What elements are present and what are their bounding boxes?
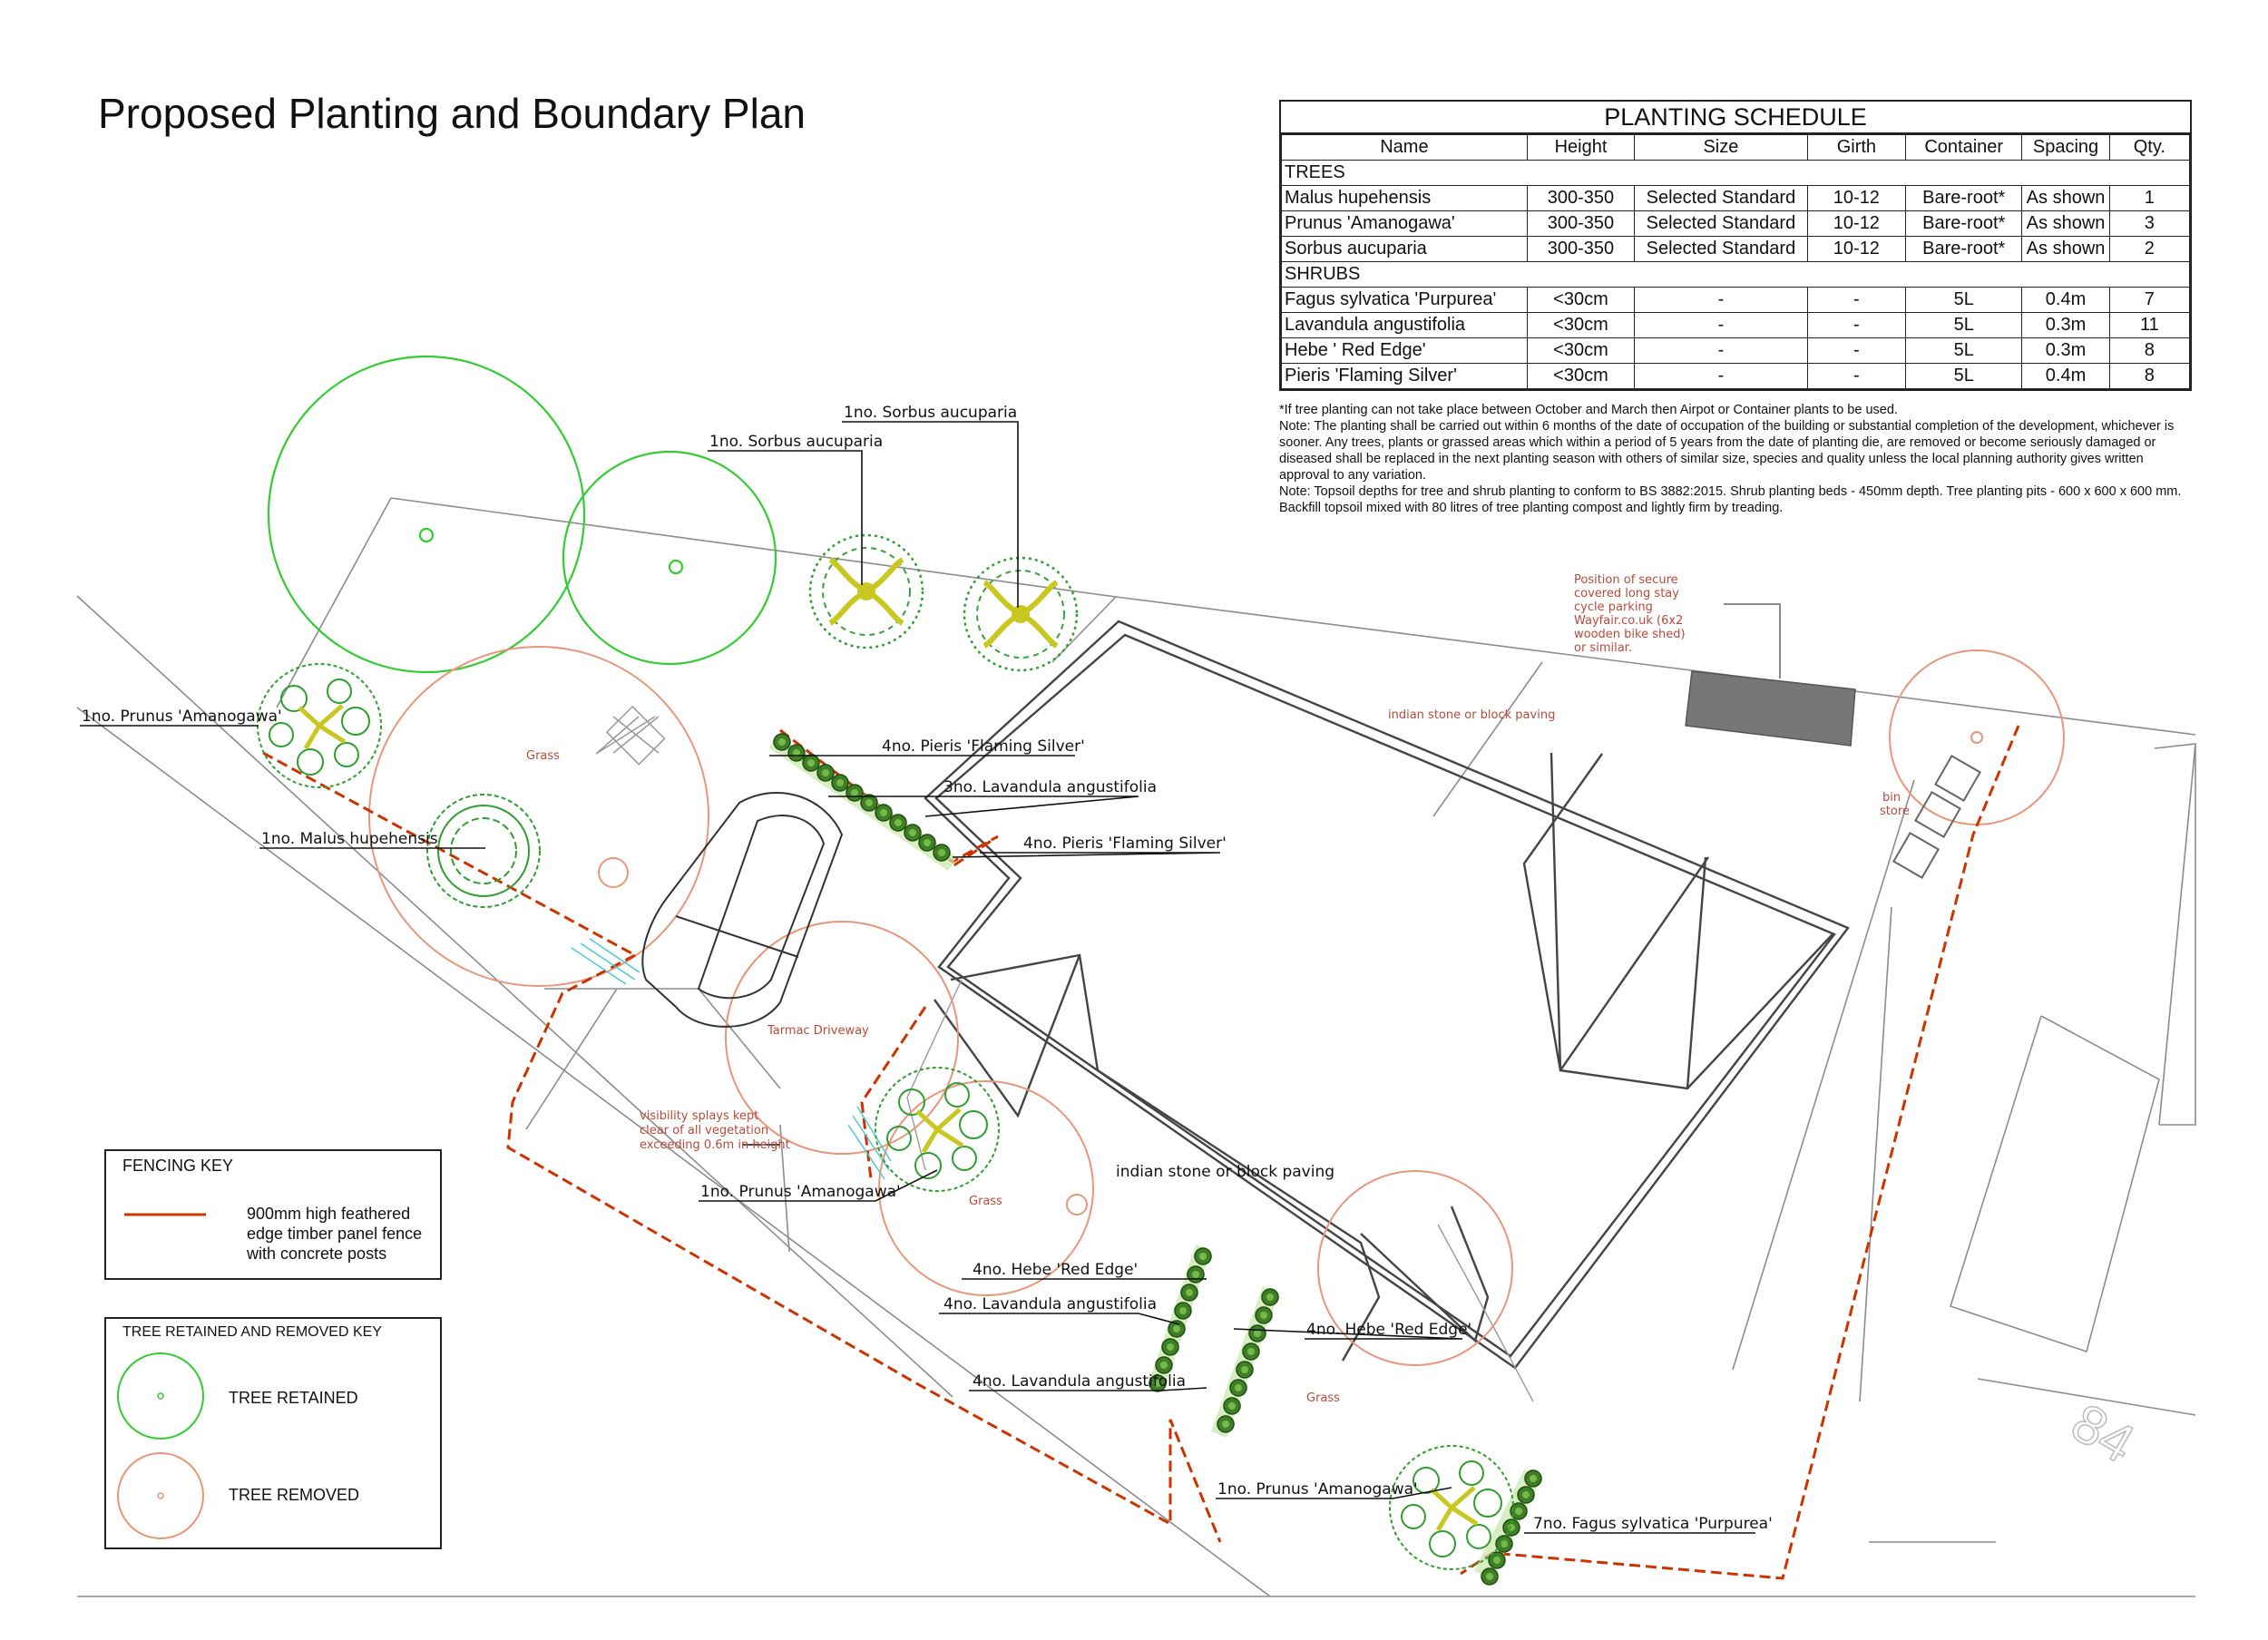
label-lavandula-4b: 4no. Lavandula angustifolia (973, 1372, 1187, 1391)
label-hebe-1: 4no. Hebe 'Red Edge' (973, 1261, 1139, 1279)
label-cycle-4: Wayfair.co.uk (6x2 (1574, 614, 1684, 628)
label-bin-store-1: bin (1882, 791, 1901, 805)
fencing-key-line: 900mm high feathered (247, 1205, 411, 1223)
note-3: Note: Topsoil depths for tree and shrub planting to conform to BS 3882:2015. Shrub planting beds - 450mm depth. Tree planting pits - 600 x 600 x 600 mm. Backfill topsoil mixed with 80 litres of tree planting compost and lightly firm by treading. (1279, 484, 2182, 515)
col-header: Name (1282, 135, 1528, 161)
table-row (1282, 288, 2190, 313)
table-cell: 0.4m (2022, 364, 2109, 389)
table-cell: - (1635, 338, 1808, 364)
retained-tree-canopy-large (269, 356, 584, 672)
table-cell: - (1807, 313, 1905, 338)
note-2: Note: The planting shall be carried out within 6 months of the date of occupation of the building or substantial completion of the development, whichever is sooner. Any trees, plants or grassed areas which within a period of 5 years from the date of planting die, are removed or become seriously damaged or diseased shall be replaced in the next planting season with others of similar size, species and quality unless the local planning authority gives written approval to any variation. (1279, 419, 2175, 483)
label-tarmac: Tarmac Driveway (767, 1024, 869, 1038)
label-indian-stone-2: indian stone or block paving (1388, 708, 1556, 722)
table-cell: 0.3m (2022, 338, 2109, 364)
fencing-key-text (247, 1204, 422, 1264)
table-cell: <30cm (1527, 338, 1634, 364)
retained-tree-trunk (420, 529, 433, 542)
label-cycle-3: cycle parking (1574, 600, 1653, 614)
schedule-section-label: SHRUBS (1282, 262, 2190, 288)
table-cell: Sorbus aucuparia (1282, 237, 1528, 262)
label-cycle-5: wooden bike shed) (1574, 628, 1686, 641)
label-hebe-2: 4no. Hebe 'Red Edge' (1306, 1321, 1472, 1339)
table-cell: Hebe ' Red Edge' (1282, 338, 1528, 364)
car-outline (642, 793, 842, 1027)
label-bin-store-2: store (1880, 805, 1910, 818)
label-pieris-1: 4no. Pieris 'Flaming Silver' (882, 737, 1085, 756)
label-visibility-2: clear of all vegetation (640, 1124, 769, 1137)
house-footprint (925, 621, 1848, 1368)
table-row (1282, 313, 2190, 338)
planting-schedule (1279, 100, 2192, 391)
schedule-section-label: TREES (1282, 161, 2190, 186)
table-cell: - (1635, 364, 1808, 389)
removed-tree-trunk (599, 858, 628, 887)
table-cell: Prunus 'Amanogawa' (1282, 211, 1528, 237)
tree-retained-label: TREE RETAINED (229, 1389, 358, 1407)
tree-key-symbols (111, 1346, 210, 1546)
schedule-table (1281, 134, 2190, 389)
table-cell: As shown (2022, 237, 2109, 262)
label-prunus-1: 1no. Prunus 'Amanogawa' (82, 708, 282, 726)
label-cycle-1: Position of secure (1574, 573, 1678, 587)
table-cell: 300-350 (1527, 237, 1634, 262)
table-cell: Selected Standard (1635, 211, 1808, 237)
label-visibility-1: visibility splays kept (640, 1109, 759, 1123)
schedule-section-row (1282, 262, 2190, 288)
removed-tree-canopy (369, 647, 709, 986)
table-cell: 10-12 (1807, 237, 1905, 262)
prunus-tree-2 (875, 1068, 999, 1191)
bike-shed-leader (1724, 604, 1780, 678)
table-cell: 0.3m (2022, 313, 2109, 338)
table-cell: 8 (2109, 338, 2189, 364)
table-cell: - (1635, 313, 1808, 338)
retained-tree-canopy-medium (563, 452, 776, 664)
label-malus: 1no. Malus hupehensis (261, 830, 438, 848)
table-cell: Lavandula angustifolia (1282, 313, 1528, 338)
table-cell: 8 (2109, 364, 2189, 389)
label-sorbus-2: 1no. Sorbus aucuparia (709, 433, 884, 451)
table-cell: <30cm (1527, 288, 1634, 313)
schedule-notes (1279, 402, 2194, 516)
retained-trees (269, 356, 776, 672)
table-cell: - (1807, 338, 1905, 364)
table-cell: 7 (2109, 288, 2189, 313)
shrubs-hebe-lavandula-row-2 (1211, 1286, 1279, 1438)
label-prunus-3: 1no. Prunus 'Amanogawa' (1217, 1480, 1418, 1498)
table-cell: Selected Standard (1635, 186, 1808, 211)
table-cell: Bare-root* (1906, 211, 2022, 237)
sorbus-tree-1 (810, 535, 923, 648)
removed-trees (369, 647, 2064, 1365)
table-cell: 11 (2109, 313, 2189, 338)
driveway (596, 707, 665, 765)
schedule-section-row (1282, 161, 2190, 186)
label-fagus: 7no. Fagus sylvatica 'Purpurea' (1533, 1515, 1773, 1533)
removed-tree-trunk (1067, 1195, 1087, 1215)
table-cell: <30cm (1527, 313, 1634, 338)
table-cell: Fagus sylvatica 'Purpurea' (1282, 288, 1528, 313)
bike-shed (1686, 671, 1855, 746)
table-row (1282, 186, 2190, 211)
table-cell: 5L (1906, 338, 2022, 364)
label-lavandula-3: 3no. Lavandula angustifolia (943, 778, 1158, 796)
table-row (1282, 237, 2190, 262)
schedule-title: PLANTING SCHEDULE (1281, 102, 2190, 134)
table-cell: 5L (1906, 364, 2022, 389)
tree-removed-label: TREE REMOVED (229, 1486, 360, 1504)
table-cell: 10-12 (1807, 211, 1905, 237)
table-row (1282, 211, 2190, 237)
page-title: Proposed Planting and Boundary Plan (98, 90, 807, 137)
col-header: Height (1527, 135, 1634, 161)
table-cell: - (1635, 288, 1808, 313)
retained-tree-trunk (670, 561, 682, 573)
table-cell: 5L (1906, 313, 2022, 338)
col-header: Spacing (2022, 135, 2109, 161)
table-cell: As shown (2022, 186, 2109, 211)
table-cell: As shown (2022, 211, 2109, 237)
tree-key (104, 1317, 442, 1549)
label-lavandula-4a: 4no. Lavandula angustifolia (943, 1295, 1158, 1313)
col-header: Container (1906, 135, 2022, 161)
col-header: Girth (1807, 135, 1905, 161)
tree-retained-symbol (118, 1353, 203, 1439)
fencing-key-line: with concrete posts (247, 1245, 387, 1263)
label-visibility-3: exceeding 0.6m in height (640, 1138, 790, 1152)
fencing-key-line: edge timber panel fence (247, 1225, 423, 1243)
prunus-tree-1 (258, 664, 381, 787)
table-cell: - (1807, 364, 1905, 389)
label-grass-1: Grass (526, 749, 560, 763)
fencing-key (104, 1149, 442, 1280)
table-cell: Malus hupehensis (1282, 186, 1528, 211)
removed-tree-canopy (1890, 650, 2064, 825)
label-cycle-6: or similar. (1574, 641, 1632, 655)
table-row (1282, 338, 2190, 364)
table-cell: Bare-root* (1906, 186, 2022, 211)
note-1: *If tree planting can not take place between October and March then Airpot or Container plants to be used. (1279, 403, 1898, 417)
table-cell: 300-350 (1527, 186, 1634, 211)
label-sorbus-1: 1no. Sorbus aucuparia (844, 404, 1018, 422)
fencing-key-title: FENCING KEY (122, 1157, 234, 1175)
table-row (1282, 364, 2190, 389)
table-cell: - (1807, 288, 1905, 313)
label-house-number: 84 (2061, 1391, 2145, 1475)
tree-key-title: TREE RETAINED AND REMOVED KEY (122, 1324, 382, 1340)
label-indian-stone-1: indian stone or block paving (1116, 1163, 1335, 1181)
fence-line-sample (124, 1206, 224, 1224)
table-cell: Pieris 'Flaming Silver' (1282, 364, 1528, 389)
table-cell: 5L (1906, 288, 2022, 313)
label-grass-3: Grass (1306, 1391, 1340, 1405)
table-cell: 300-350 (1527, 211, 1634, 237)
table-cell: 0.4m (2022, 288, 2109, 313)
label-pieris-2: 4no. Pieris 'Flaming Silver' (1023, 835, 1227, 853)
schedule-header-row (1282, 135, 2190, 161)
table-cell: Selected Standard (1635, 237, 1808, 262)
label-cycle-2: covered long stay (1574, 587, 1679, 600)
tree-removed-symbol (118, 1453, 203, 1538)
col-header: Size (1635, 135, 1808, 161)
table-cell: 1 (2109, 186, 2189, 211)
label-grass-2: Grass (969, 1195, 1002, 1208)
removed-tree-trunk (1971, 732, 1982, 743)
label-prunus-2: 1no. Prunus 'Amanogawa' (700, 1183, 901, 1201)
table-cell: <30cm (1527, 364, 1634, 389)
table-cell: 10-12 (1807, 186, 1905, 211)
col-header: Qty. (2109, 135, 2189, 161)
table-cell: Bare-root* (1906, 237, 2022, 262)
table-cell: 3 (2109, 211, 2189, 237)
table-cell: 2 (2109, 237, 2189, 262)
